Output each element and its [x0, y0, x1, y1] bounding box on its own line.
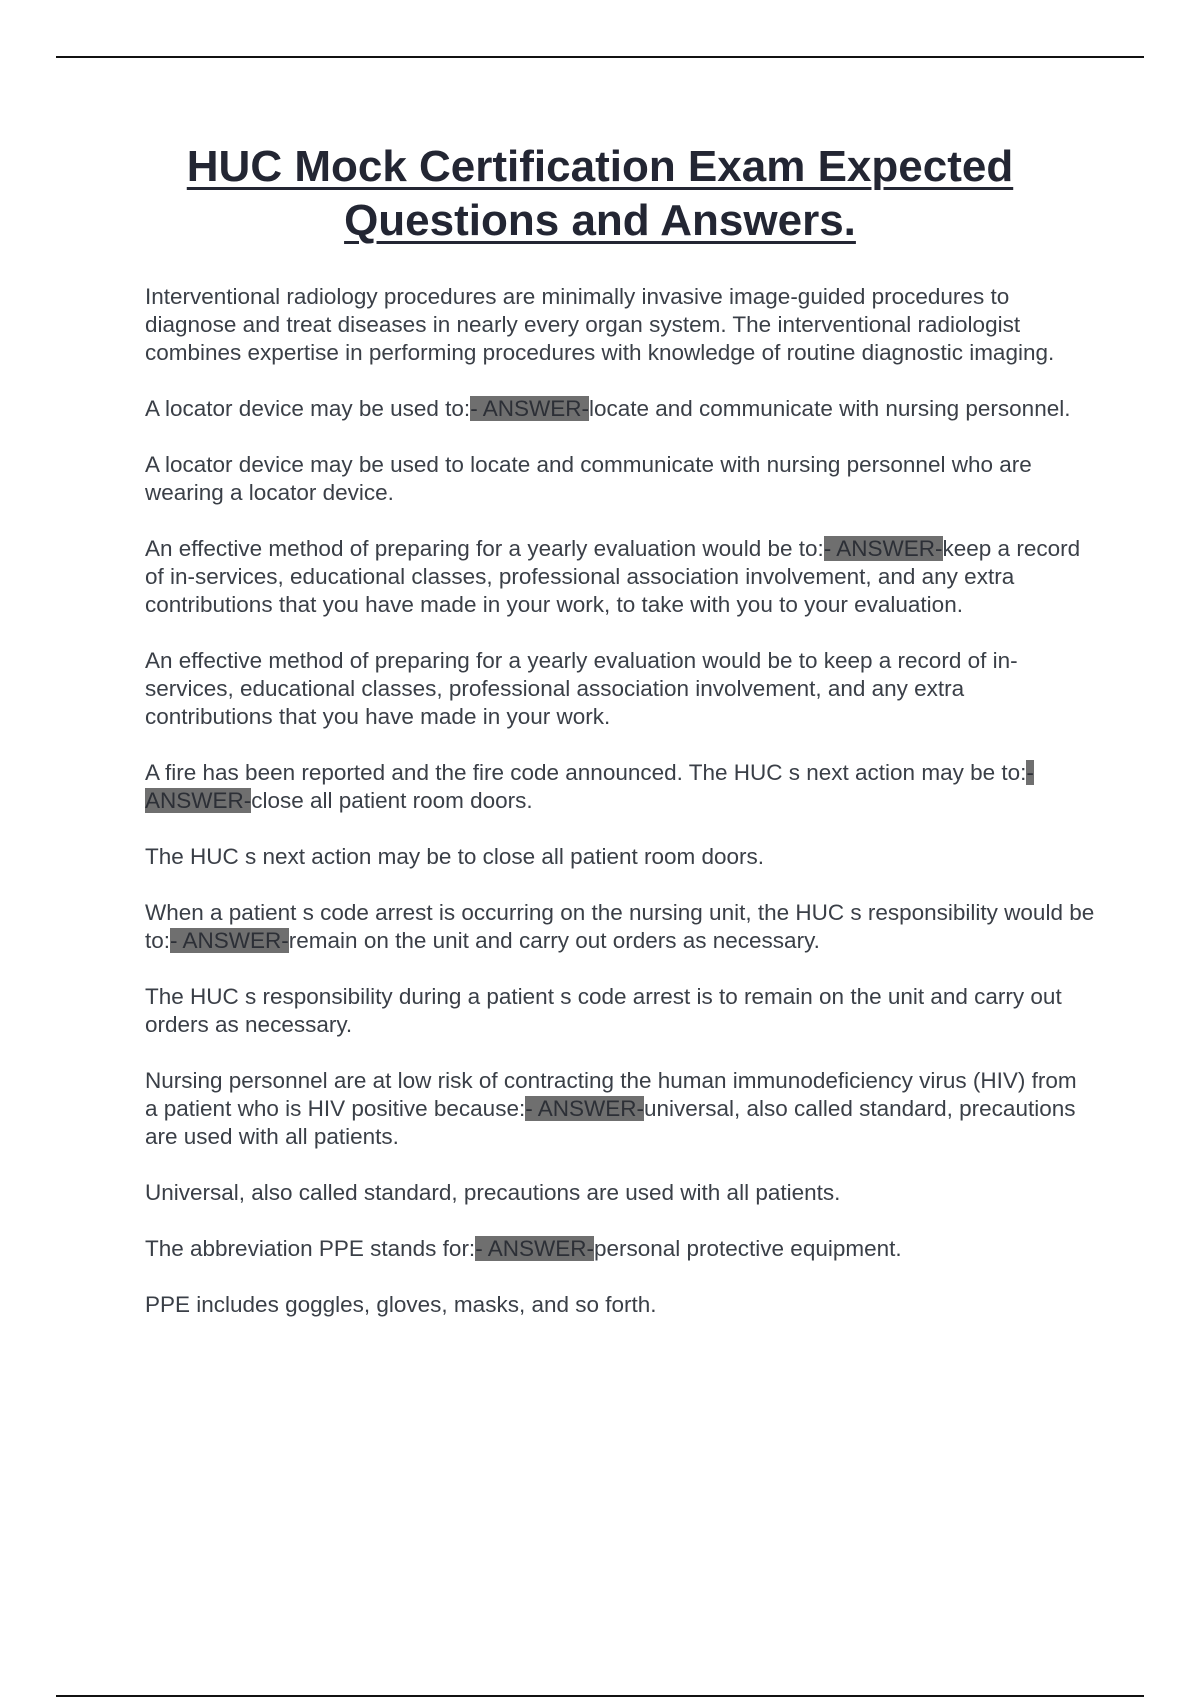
intro-paragraph: Interventional radiology procedures are minimally invasive image-guided procedures to diagnose and treat diseases in nearly every organ system. The interventional radiologist combines expertise in performing procedures with knowledge of routine diagnostic imaging.: [145, 284, 1055, 365]
explanation-paragraph: Universal, also called standard, precautions are used with all patients.: [145, 1180, 841, 1205]
answer-text: remain on the unit and carry out orders as necessary.: [288, 928, 820, 953]
question-text: A fire has been reported and the fire code announced. The HUC s next action may be to:: [145, 760, 1027, 785]
question-paragraph: [145, 535, 1095, 619]
question-text: The abbreviation PPE stands for:: [145, 1236, 476, 1261]
answer-marker: - ANSWER-: [475, 1236, 594, 1261]
document-title: [140, 140, 1060, 248]
answer-text: locate and communicate with nursing personnel.: [588, 396, 1071, 421]
explanation-paragraph: A locator device may be used to locate and communicate with nursing personnel who are wearing a locator device.: [145, 452, 1032, 505]
question-text: Nursing personnel are at low risk of contracting the human immunodeficiency virus (HIV) from a patient who is HIV positive because:: [145, 1068, 1077, 1121]
question-paragraph: [145, 1235, 1095, 1263]
question-paragraph: [145, 759, 1095, 815]
bottom-rule: [56, 1695, 1144, 1697]
question-text: An effective method of preparing for a yearly evaluation would be to:: [145, 536, 824, 561]
question-paragraph: [145, 899, 1095, 955]
document-title-text: HUC Mock Certification Exam Expected Questions and Answers.: [186, 142, 1014, 245]
answer-text: close all patient room doors.: [251, 788, 533, 813]
document-body: [145, 283, 1095, 1347]
answer-text: personal protective equipment.: [593, 1236, 902, 1261]
question-paragraph: [145, 1067, 1095, 1151]
explanation-paragraph: The HUC s responsibility during a patient s code arrest is to remain on the unit and carry out orders as necessary.: [145, 984, 1062, 1037]
explanation-paragraph: The HUC s next action may be to close all patient room doors.: [145, 844, 765, 869]
answer-text: universal, also called standard, precautions are used with all patients.: [145, 1096, 1076, 1149]
answer-marker: - ANSWER-: [823, 536, 943, 561]
answer-marker: - ANSWER-: [470, 396, 589, 421]
answer-marker: - ANSWER-: [145, 760, 1034, 813]
answer-text: keep a record of in-services, educational classes, professional association involvement, and any extra contributions that you have made in your work, to take with you to your evaluation.: [145, 536, 1081, 617]
explanation-paragraph: PPE includes goggles, gloves, masks, and so forth.: [145, 1292, 657, 1317]
answer-marker: - ANSWER-: [170, 928, 289, 953]
answer-marker: - ANSWER-: [525, 1096, 644, 1121]
question-paragraph: [145, 395, 1095, 423]
question-text: When a patient s code arrest is occurring on the nursing unit, the HUC s responsibility would be to:: [145, 900, 1095, 953]
top-rule: [56, 56, 1144, 58]
question-text: A locator device may be used to:: [145, 396, 471, 421]
explanation-paragraph: An effective method of preparing for a yearly evaluation would be to keep a record of in-services, educational classes, professional association involvement, and any extra contributions that you have made in your work.: [145, 648, 1018, 729]
